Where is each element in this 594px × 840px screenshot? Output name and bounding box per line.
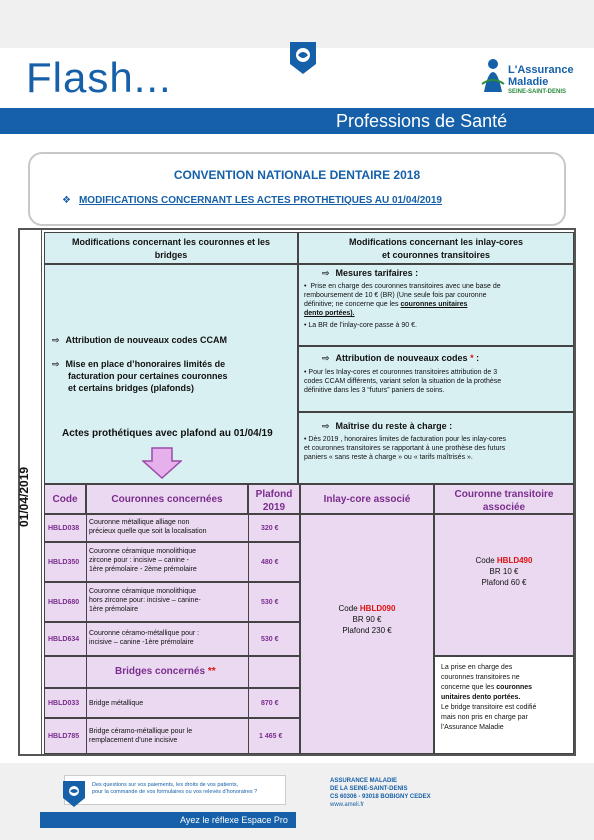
bridges-title [115, 666, 216, 677]
tarif-bullets: • Prise en charge des couronnes transitoires avec une base de remboursement de 10 € (BR) (Une seule fois par couronne définitive; ne concerne que les couronnes unitaires dento portées). • La BR de l’inlay-core passe à 90 €. [304, 282, 570, 330]
row-code: HBLD680 [48, 599, 80, 606]
row-desc-2: zircone pour : incisive – canine - [89, 557, 189, 564]
table-row [44, 688, 300, 718]
website-link[interactable]: www.ameli.fr [330, 802, 365, 808]
inlay-plafond: Plafond 230 € [342, 626, 392, 635]
tarif-line-1b: remboursement de 10 € (BR) (Une seule fois par couronne [304, 292, 487, 299]
codes-star: * [470, 353, 474, 363]
reste-bullets: • Dès 2019 , honoraires limites de facturation pour les inlay-cores et couronnes transitoires se rapportant à une prothèse des futurs paniers « sans reste à charge » ou « tarifs maîtrisés ». [304, 435, 572, 462]
bridges-stars: ** [207, 666, 216, 677]
reste-line-a: Dès 2019 , honoraires limites de facturation pour les inlay-cores [308, 436, 507, 443]
col-plafond-line1: Plafond [255, 489, 293, 500]
modifications-text: MODIFICATIONS CONCERNANT LES ACTES PROTHETIQUES AU 01/04/2019 [78, 195, 442, 206]
inlay-cell [300, 514, 434, 754]
divider-code [86, 514, 87, 754]
address-line1: ASSURANCE MALADIE [330, 778, 398, 784]
row-plafond: 320 € [261, 525, 279, 532]
trans-info [435, 555, 573, 588]
codes-line-a: Pour les Inlay-cores et couronnes transitoires attribution de 3 [308, 369, 498, 376]
address-line2: DE LA SEINE-SAINT-DENIS [330, 786, 408, 792]
espace-pro-link[interactable]: Ayez le réflexe Espace Pro [180, 815, 288, 825]
row-desc-1: Couronne céramique monolithique [89, 548, 197, 555]
note-line-6: Le bridge transitoire est codifié [441, 704, 537, 711]
table-row [44, 622, 300, 656]
row-code: HBLD038 [48, 525, 80, 532]
row-desc-2: remplacement d’une incisive [89, 737, 178, 744]
reste-title-text: Maîtrise du reste à charge : [335, 421, 453, 431]
reste-title [322, 421, 452, 432]
left-header-line2: bridges [154, 250, 188, 260]
left-header-line1: Modifications concernant les couronnes et les [71, 237, 271, 247]
row-desc [89, 547, 249, 574]
note-line-1: La prise en charge des [441, 664, 513, 671]
arrow-right-icon: ⇨ [52, 335, 60, 345]
row-desc-2: hors zircone pour: incisive – canine- [89, 597, 201, 604]
logo-line3: SEINE-SAINT-DENIS [508, 89, 567, 95]
row-desc-1: Couronne métallique alliage non [89, 519, 190, 526]
left-item-2-line-c: et certains bridges (plafonds) [68, 383, 195, 393]
logo-figure-icon [480, 56, 506, 96]
arrow-right-icon: ⇨ [322, 421, 330, 431]
flash-title: Flash... [26, 54, 172, 101]
assurance-emblem-icon [288, 40, 318, 76]
codes-title-text: Attribution de nouveaux codes [335, 353, 468, 363]
row-desc-3: 1ère prémolaire - 2ème prémolaire [89, 566, 197, 573]
right-header-line1: Modifications concernant les inlay-cores [348, 237, 524, 247]
table-row [44, 718, 300, 754]
row-desc [89, 518, 249, 536]
row-plafond: 530 € [261, 599, 279, 606]
tarif-line-1d: couronnes unitaires [400, 301, 468, 308]
left-item-2 [52, 358, 228, 394]
row-desc-1: Couronne céramique monolithique [89, 588, 197, 595]
bridges-title-row [44, 656, 300, 688]
logo-line2: Maladie [508, 76, 549, 88]
intro-panel [28, 152, 566, 226]
row-code: HBLD785 [48, 733, 80, 740]
side-date: 01/04/2019 [17, 466, 31, 527]
tarif-line-1c: définitive; ne concerne que les [304, 301, 399, 308]
tarif-title-text: Mesures tarifaires : [335, 268, 419, 278]
trans-code-label: Code [475, 556, 495, 565]
arrow-right-icon: ⇨ [322, 353, 330, 363]
transitoire-note [441, 663, 571, 733]
col-transitoire-line2: associée [482, 502, 526, 513]
row-code: HBLD634 [48, 636, 80, 643]
codes-bullets: • Pour les Inlay-cores et couronnes transitoires attribution de 3 codes CCAM différents, variant selon la situation de la prothèse définitive dans les 3 “futurs” paniers de soins. [304, 368, 570, 395]
inlay-info [301, 603, 433, 636]
tarif-line-2: La BR de l’inlay-core passe à 90 €. [308, 322, 417, 329]
row-desc [89, 629, 249, 647]
transitoire-note-cell [434, 656, 574, 754]
right-header-line2: et couronnes transitoires [381, 250, 491, 260]
col-inlay-header: Inlay-core associé [300, 484, 434, 514]
convention-title: CONVENTION NATIONALE DENTAIRE 2018 [173, 168, 421, 182]
note-line-8: l’Assurance Maladie [441, 724, 504, 731]
arrow-down-icon [142, 447, 182, 479]
left-item-1-text: Attribution de nouveaux codes CCAM [65, 335, 228, 345]
inlay-br: BR 90 € [352, 615, 382, 624]
table-row [44, 582, 300, 622]
bridges-title-text: Bridges concernés [115, 666, 206, 677]
band-title [0, 111, 560, 132]
table-row [44, 542, 300, 582]
codes-line-b: codes CCAM différents, variant selon la situation de la prothèse [304, 378, 502, 385]
divider-plafond [248, 514, 249, 754]
row-desc [89, 727, 249, 745]
row-plafond: 530 € [261, 636, 279, 643]
modifications-line [62, 195, 442, 206]
row-code: HBLD033 [48, 700, 80, 707]
row-plafond: 870 € [261, 700, 279, 707]
col-plafond-header [248, 484, 300, 514]
reste-line-c: paniers « sans reste à charge » ou « tarifs maîtrisés ». [304, 454, 473, 461]
table-row [44, 514, 300, 542]
footer-emblem-icon [62, 780, 86, 808]
left-header [44, 232, 298, 264]
left-item-2-line-a: Mise en place d’honoraires limités de [65, 359, 226, 369]
trans-plafond: Plafond 60 € [481, 578, 527, 587]
tarif-line-1e: dento portées). [304, 310, 355, 317]
row-plafond: 1 465 € [259, 733, 283, 740]
diamond-bullet-icon: ❖ [62, 195, 71, 206]
reste-line-b: et couronnes transitoires se rapportant à une prothèse des futurs [304, 445, 506, 452]
row-plafond: 480 € [261, 559, 279, 566]
row-desc-1: Couronne céramo-métallique pour : [89, 630, 200, 637]
row-desc [89, 587, 249, 614]
row-code: HBLD350 [48, 559, 80, 566]
note-line-7: mais non pris en charge par [441, 714, 528, 721]
row-desc-2: précieux quelle que soit la localisation [89, 528, 207, 535]
right-header [298, 232, 574, 264]
footer-address [330, 777, 431, 809]
note-line-2: couronnes transitoires ne [441, 674, 520, 681]
row-desc-2: incisive – canine -1ère prémolaire [89, 639, 194, 646]
inlay-code: HBLD090 [359, 604, 396, 613]
codes-line-c: définitive dans les 3 “futurs” paniers de soins. [304, 387, 445, 394]
arrow-right-icon: ⇨ [322, 268, 330, 278]
address-line3: CS 60306 - 93018 BOBIGNY CEDEX [330, 794, 431, 800]
row-desc: Bridge métallique [89, 700, 144, 707]
note-line-4: couronnes [496, 684, 533, 691]
footer-question-line2: pour la commande de vos formulaires ou vos relevés d'honoraires ? [92, 789, 258, 795]
trans-code: HBLD490 [496, 556, 533, 565]
left-item-2-line-b: facturation pour certaines couronnes [68, 371, 228, 381]
row-desc-3: 1ère prémolaire [89, 606, 139, 613]
logo-line1: L'Assurance [508, 64, 574, 76]
footer-question [92, 782, 282, 796]
assurance-maladie-logo [480, 52, 574, 98]
codes-colon: : [476, 353, 480, 363]
col-transitoire-header [434, 484, 574, 514]
band-title-text: Professions de Santé [336, 111, 508, 131]
codes-title [322, 353, 479, 364]
tarif-title [322, 268, 418, 279]
col-plafond-line2: 2019 [262, 502, 286, 513]
note-line-3: concerne que les [441, 684, 495, 691]
left-item-1 [52, 334, 227, 346]
col-code-header: Code [44, 484, 86, 514]
trans-br: BR 10 € [489, 567, 519, 576]
col-couronnes-header: Couronnes concernées [86, 484, 248, 514]
tarif-line-1a: Prise en charge des couronnes transitoires avec une base de [310, 283, 501, 290]
transitoire-cell [434, 514, 574, 656]
left-actes: Actes prothétiques avec plafond au 01/04/19 [62, 428, 273, 439]
arrow-right-icon: ⇨ [52, 359, 60, 369]
row-desc-1: Bridge céramo-métallique pour le [89, 728, 193, 735]
inlay-code-label: Code [338, 604, 358, 613]
col-transitoire-line1: Couronne transitoire [454, 489, 554, 500]
footer-question-line1: Des questions sur vos paiements, les droits de vos patients, [92, 782, 239, 788]
note-line-5: unitaires dento portées. [441, 694, 521, 701]
